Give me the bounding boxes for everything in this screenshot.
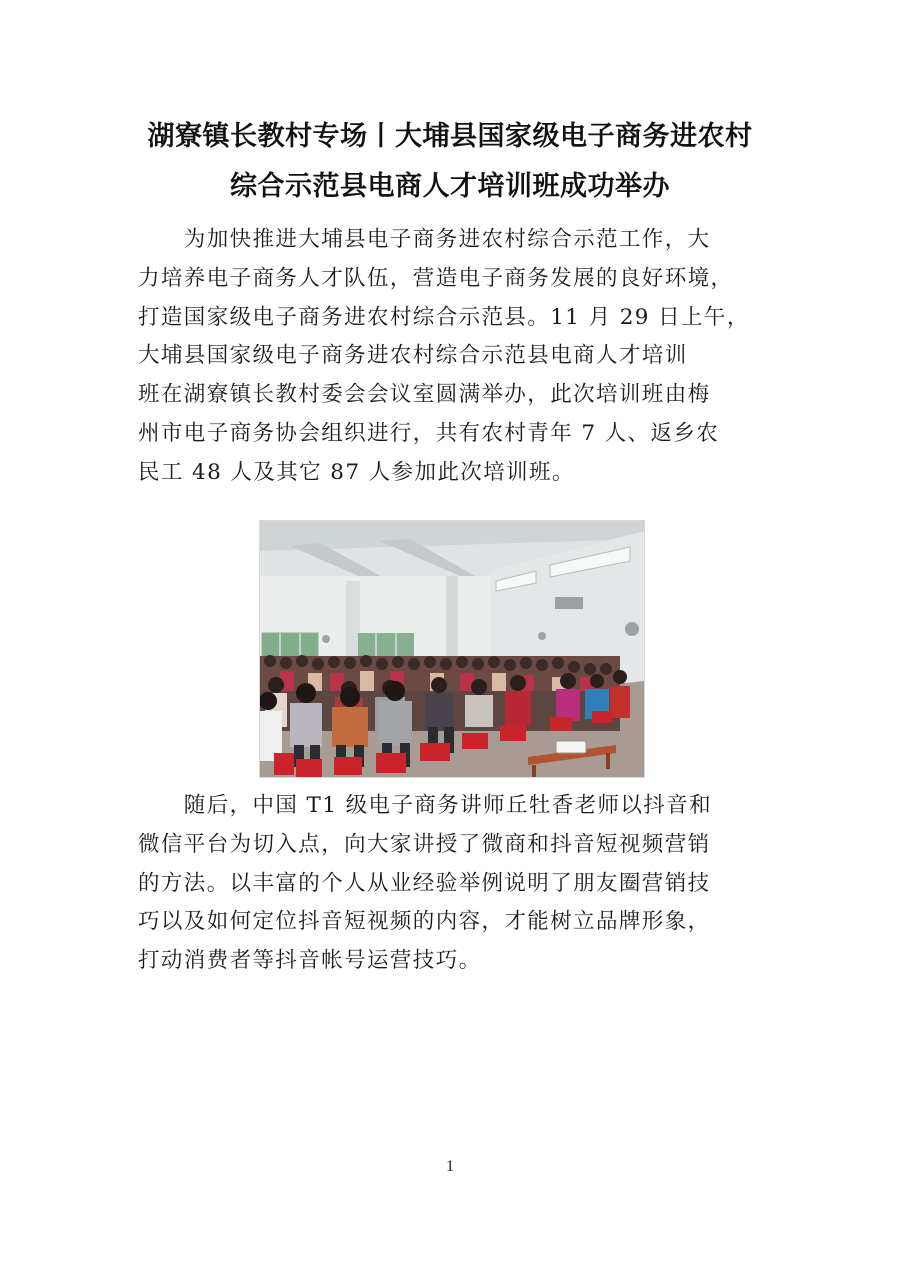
paragraph-line: 微信平台为切入点，向大家讲授了微商和抖音短视频营销 bbox=[138, 831, 711, 857]
paragraph-line: 力培养电子商务人才队伍，营造电子商务发展的良好环境， bbox=[138, 265, 734, 291]
paragraph-line: 班在湖寮镇长教村委会会议室圆满举办，此次培训班由梅 bbox=[138, 382, 711, 408]
paragraph-lecture bbox=[138, 787, 768, 981]
paragraph-line: 民工 48 人及其它 87 人参加此次培训班。 bbox=[138, 459, 575, 485]
paragraph-line: 的方法。以丰富的个人从业经验举例说明了朋友圈营销技 bbox=[138, 870, 711, 896]
paragraph-line: 打造国家级电子商务进农村综合示范县。11 月 29 日上午， bbox=[138, 304, 750, 330]
paragraph-line: 大埔县国家级电子商务进农村综合示范县电商人才培训 bbox=[138, 343, 688, 369]
paragraph-line: 州市电子商务协会组织进行，共有农村青年 7 人、返乡农 bbox=[138, 420, 720, 446]
paragraph-line: 打动消费者等抖音帐号运营技巧。 bbox=[138, 948, 482, 974]
title-line: 湖寮镇长教村专场丨大埔县国家级电子商务进农村 bbox=[147, 121, 753, 152]
paragraph-line: 巧以及如何定位抖音短视频的内容，才能树立品牌形象， bbox=[138, 909, 711, 935]
document-title bbox=[110, 112, 790, 212]
page-number: 1 bbox=[446, 1158, 454, 1175]
paragraph-intro bbox=[138, 221, 768, 493]
training-class-photo bbox=[259, 520, 645, 778]
paragraph-line: 随后，中国 T1 级电子商务讲师丘牡香老师以抖音和 bbox=[138, 793, 712, 818]
paragraph-line: 为加快推进大埔县电子商务进农村综合示范工作，大 bbox=[138, 227, 711, 252]
title-line: 综合示范县电商人才培训班成功举办 bbox=[230, 171, 670, 202]
